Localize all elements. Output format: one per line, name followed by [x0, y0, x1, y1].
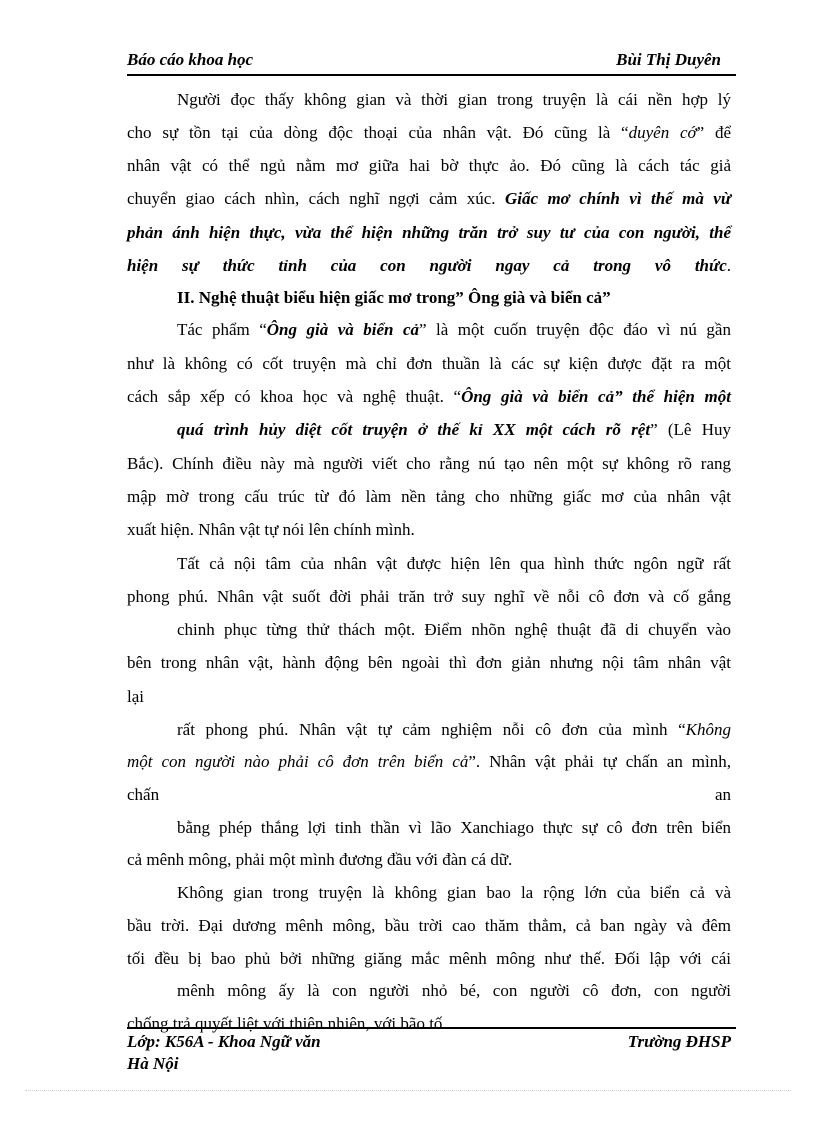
text-line: cả mênh mông, phải một mình đương đầu với đàn cá dữ. [127, 850, 513, 869]
text-line: chuyển giao cách nhìn, cách nghĩ ngợi cảm xúc. Giấc mơ chính vì thế mà vừ [127, 189, 732, 208]
text-line: phong phú. Nhân vật suốt đời phải trăn trở suy nghĩ về nỗi cô đơn và cố gắng [127, 587, 731, 606]
text-line: bằng phép thắng lợi tinh thần vì lão Xanchiago thực sự cô đơn trên biển [177, 818, 731, 837]
text-line: cho sự tồn tại của dòng độc thoại của nhân vật. Đó cũng là “duyên cớ” để [127, 123, 732, 142]
page-header [127, 48, 731, 72]
text-line: Tác phẩm “Ông già và biển cả” là một cuốn truyện độc đáo vì nú gần [177, 320, 731, 339]
text-line: rất phong phú. Nhân vật tự cảm nghiệm nỗi cô đơn của mình “Không [177, 720, 731, 739]
text-line: quá trình hủy diệt cốt truyện ở thế kỉ XX một cách rõ rệt” (Lê Huy [177, 420, 731, 439]
text-line: Người đọc thấy không gian và thời gian trong truyện là cái nền hợp lý [177, 90, 731, 109]
text-line: tối đều bị bao phủ bởi những giăng mắc mênh mông như thế. Đối lập với cái [127, 949, 731, 968]
text-line: chinh phục từng thử thách một. Điểm nhõn nghệ thuật đã di chuyển vào [177, 620, 731, 639]
text-line: lại [127, 687, 144, 706]
text-line: mênh mông ấy là con người nhỏ bé, con người cô đơn, con người [177, 981, 731, 1000]
text-line: một con người nào phải cô đơn trên biển cả”. Nhân vật phải tự chấn an mình, [127, 752, 731, 771]
text-line: mập mờ trong cấu trúc từ đó làm nền tảng cho những giấc mơ của nhân vật [127, 487, 731, 506]
footer-class: Lớp: K56A - Khoa Ngữ văn [127, 1032, 321, 1051]
section-heading: II. Nghệ thuật biểu hiện giấc mơ trong” Ông già và biển cả” [177, 288, 611, 307]
text-line: hiện sự thức tỉnh của con người ngay cả trong vô thức. [127, 256, 731, 275]
text-line: chống trả quyết liệt với thiên nhiên, với bão tố. [127, 1014, 447, 1033]
text-line: như là không có cốt truyện mà chỉ đơn thuần là các sự kiện được đặt ra một [127, 354, 731, 373]
text-line: bầu trời. Đại dương mênh mông, bầu trời cao thăm thẳm, cả ban ngày và đêm [127, 916, 731, 935]
text-line: phản ánh hiện thực, vừa thể hiện những trăn trở suy tư của con người, thể [127, 223, 731, 242]
text-line: Bắc). Chính điều này mà người viết cho rằng nú tạo nên một sự không rõ rang [127, 454, 731, 473]
text-line: chấn an [127, 785, 731, 804]
header-author: Bùi Thị Duyên [616, 50, 721, 69]
text-line: Tất cả nội tâm của nhân vật được hiện lên qua hình thức ngôn ngữ rất [177, 554, 731, 573]
text-line: Không gian trong truyện là không gian bao la rộng lớn của biển cả và [177, 883, 731, 902]
text-line: bên trong nhân vật, hành động bên ngoài thì đơn giản nhưng nội tâm nhân vật [127, 653, 731, 672]
footer-city: Hà Nội [127, 1054, 179, 1073]
text-line: nhân vật có thể ngủ nằm mơ giữa hai bờ thực ảo. Đó cũng là cách tác giả [127, 156, 731, 175]
text-line: cách sắp xếp có khoa học và nghệ thuật. “Ông già và biển cả” thể hiện một [127, 387, 731, 406]
footer-rule [127, 1027, 736, 1029]
text-line: xuất hiện. Nhân vật tự nói lên chính mình. [127, 520, 415, 539]
header-rule [127, 74, 736, 76]
footer-school: Trường ĐHSP [627, 1032, 731, 1051]
page-boundary [25, 1090, 791, 1091]
header-title: Báo cáo khoa học [127, 50, 254, 69]
